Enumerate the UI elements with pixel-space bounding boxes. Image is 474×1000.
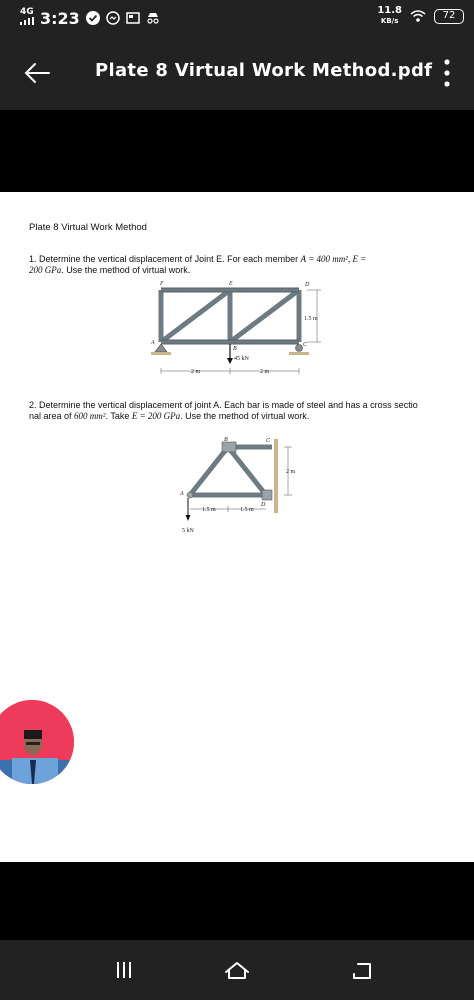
home-icon[interactable] bbox=[223, 958, 251, 982]
dim-height-label-2: 2 m bbox=[286, 469, 296, 475]
nav-back-icon[interactable] bbox=[348, 958, 376, 982]
question-1 bbox=[29, 254, 449, 276]
signal-indicator bbox=[20, 8, 34, 28]
joint-label-b2: B bbox=[224, 437, 228, 443]
member-bd bbox=[228, 447, 266, 495]
pin-support-a bbox=[155, 344, 167, 352]
incognito-icon bbox=[146, 11, 160, 25]
joint-label-a: A bbox=[151, 340, 155, 346]
member-ab bbox=[190, 447, 228, 495]
recents-icon[interactable] bbox=[110, 958, 138, 982]
dim-span-right-2: 1.5 m bbox=[240, 507, 254, 513]
load-arrowhead bbox=[227, 358, 233, 364]
ground-a bbox=[151, 352, 171, 355]
app-toolbar bbox=[0, 38, 474, 110]
ground-c bbox=[289, 352, 309, 355]
clock: 3:23 bbox=[40, 8, 80, 28]
dim-span-left-2: 1.5 m bbox=[202, 507, 216, 513]
signal-bars-icon bbox=[20, 17, 34, 25]
joint-label-a2: A bbox=[180, 491, 184, 497]
joint-label-d2: D bbox=[261, 502, 266, 508]
load-label-2: 5 kN bbox=[182, 528, 194, 534]
person-avatar bbox=[0, 700, 74, 784]
gusset-b bbox=[222, 442, 236, 452]
network-type: 4G bbox=[20, 7, 34, 17]
wifi-icon bbox=[410, 9, 426, 23]
truss-figure-1 bbox=[145, 280, 325, 380]
pdf-page bbox=[0, 192, 474, 862]
truss-figure-2 bbox=[170, 435, 310, 545]
question-2 bbox=[29, 400, 449, 422]
dim-span-right: 2 m bbox=[260, 369, 270, 375]
system-nav-bar bbox=[0, 940, 474, 1000]
q2-text-d: . Use the method of virtual work. bbox=[180, 411, 310, 421]
speed-value: 11.8 bbox=[377, 5, 402, 16]
check-circle-icon bbox=[86, 11, 100, 25]
truss-members bbox=[161, 290, 299, 342]
load-arrowhead-2 bbox=[186, 515, 191, 521]
q2-text-a: 2. Determine the vertical displacement of joint A. Each bar is made of steel and has a cross sectio bbox=[29, 400, 418, 410]
status-right bbox=[377, 6, 464, 26]
page-heading: Plate 8 Virtual Work Method bbox=[29, 222, 147, 233]
joint-label-c: C bbox=[303, 342, 308, 348]
more-options-icon[interactable] bbox=[444, 58, 450, 88]
q2-math-a: 600 mm² bbox=[74, 411, 106, 421]
joint-label-c2: C bbox=[266, 438, 271, 444]
load-label: 45 kN bbox=[234, 356, 249, 362]
joint-label-e: E bbox=[229, 281, 233, 287]
dim-span-left: 2 m bbox=[191, 369, 201, 375]
back-arrow-icon[interactable] bbox=[22, 58, 52, 88]
status-left bbox=[20, 8, 160, 28]
truss-members-2 bbox=[190, 447, 272, 495]
joint-label-f: F bbox=[160, 281, 164, 287]
messenger-icon bbox=[106, 11, 120, 25]
q1-text-a: 1. Determine the vertical displacement of Joint E. For each member bbox=[29, 254, 301, 264]
joint-a bbox=[187, 492, 193, 498]
joint-label-d: D bbox=[305, 282, 310, 288]
battery-indicator: 72 bbox=[434, 9, 464, 24]
member-bd bbox=[230, 290, 299, 342]
roller-support-c bbox=[296, 345, 303, 352]
q2-math-b: E = 200 GPa bbox=[131, 411, 181, 421]
screen-icon bbox=[126, 11, 140, 25]
dim-height-label: 1.5 m bbox=[304, 316, 318, 322]
q1-math-a: A = 400 mm², E = bbox=[300, 254, 367, 264]
wall bbox=[274, 439, 278, 513]
member-ae bbox=[161, 290, 230, 342]
gusset-d bbox=[262, 490, 272, 500]
joint-label-b: B bbox=[233, 346, 237, 352]
status-bar bbox=[0, 0, 474, 38]
speed-unit: KB/s bbox=[380, 17, 399, 25]
document-title: Plate 8 Virtual Work Method.pdf bbox=[95, 60, 433, 81]
q1-math-b: 200 GPa bbox=[29, 265, 62, 275]
network-speed bbox=[377, 6, 402, 26]
q1-text-b: . Use the method of virtual work. bbox=[61, 265, 191, 275]
q2-text-c: . Take bbox=[105, 411, 132, 421]
q2-text-b: nal area of bbox=[29, 411, 75, 421]
floating-video-bubble[interactable] bbox=[0, 700, 74, 784]
